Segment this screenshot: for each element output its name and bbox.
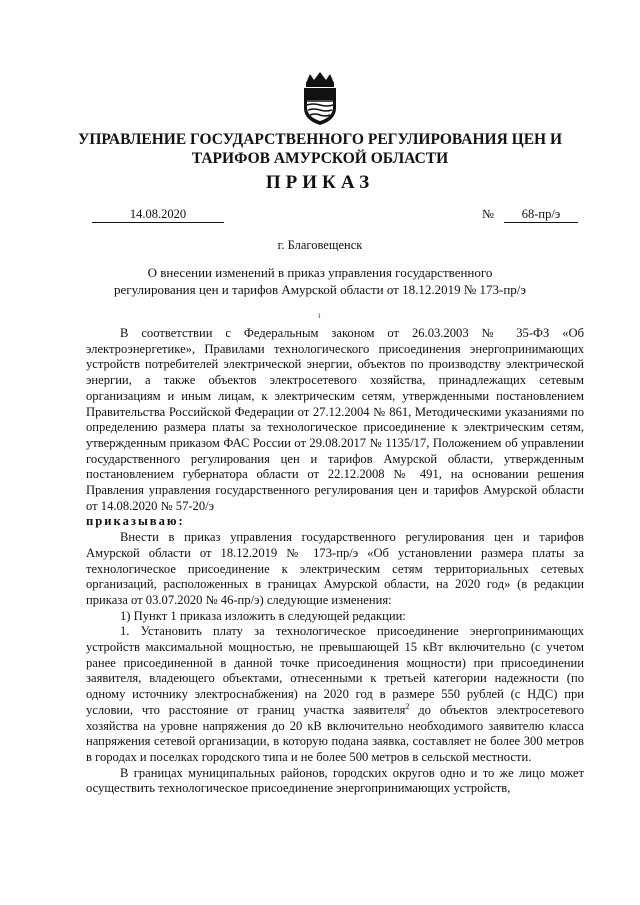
body-paragraph-4: В границах муниципальных районов, городских округов одно и то же лицо может осуществить технологическое присоединение энергопринимающих устройств, [86,765,584,796]
issue-city: г. Благовещенск [277,238,363,252]
amur-oblast-coat-of-arms-icon [297,70,343,126]
order-number: 68-пр/э [504,207,578,223]
authority-title-line1: УПРАВЛЕНИЕ ГОСУДАРСТВЕННОГО РЕГУЛИРОВАНИЯ ЦЕН И [77,131,563,148]
decree-word: приказываю: [86,514,185,529]
order-date: 14.08.2020 [92,207,224,223]
body-paragraph-3-part1: 1. Установить плату за технологическое присоединение энергопринимающих устройств максимальной мощностью, не превышающей 15 кВт включительно (с учетом ранее присоединенной в данной точке присоединения мощности) при присоединении заявителя, владеющего объектами, отнесенными к третьей категории надежности (по одному источнику электроснабжения) на 2020 год в размере 550 рублей (с НДС) при условии, что расстояние от границ участка заявителя [86,624,584,717]
authority-title-line2: ТАРИФОВ АМУРСКОЙ ОБЛАСТИ [191,150,449,167]
body-paragraph-3-part2: до объектов электросетевого хозяйства на уровне напряжения до 20 кВ включительно необходимого заявителю класса напряжения сетевой организации, в которую подана заявка, составляет не более 300 метров в городах и поселках городского типа и не более 500 метров в сельской местности. [86,702,584,764]
preamble-paragraph: В соответствии с Федеральным законом от 26.03.2003 № 35-ФЗ «Об электроэнергетике», Правилами технологического присоединения энергопринимающих устройств потребителей электрической энергии, объектов по производству электрической энергии, а также объектов электросетевого хозяйства, принадлежащих сетевым организациям и иным лицам, к электрическим сетям, утвержденными постановлением Правительства Российской Федерации от 27.12.2004 № 861, Методическими указаниями по определению размера платы за технологическое присоединение к электрическим сетям, утвержденным приказом ФАС России от 29.08.2017 № 1135/17, Положением об управлении государственного регулирования цен и тарифов Амурской области, утвержденным постановлением губернатора области от 22.12.2008 № 491, на основании решения Правления управления государственного регулирования цен и тарифов Амурской области от 14.08.2020 № 57-20/э [86,326,584,513]
order-body [86,326,584,797]
order-subject [100,265,540,298]
scan-mark: ı [318,310,321,320]
authority-title [60,130,580,168]
footnote-reference: 2 [405,701,410,711]
body-paragraph-3 [86,624,584,765]
order-number-sign: № [482,207,494,221]
body-paragraph-2: 1) Пункт 1 приказа изложить в следующей редакции: [120,608,406,623]
body-paragraph-1: Внести в приказ управления государственного регулирования цен и тарифов Амурской области от 18.12.2019 № 173-пр/э «Об установлении размера платы за технологическое присоединение к электрическим сетям территориальных сетевых организаций, расположенных в границах Амурской области, на 2020 год» (в редакции приказа от 03.07.2020 № 46-пр/э) следующие изменения: [86,530,584,607]
order-subject-line2: регулирования цен и тарифов Амурской области от 18.12.2019 № 173-пр/э [114,281,526,297]
order-subject-line1: О внесении изменений в приказ управления государственного [147,265,493,280]
document-type-heading: ПРИКАЗ [265,172,375,193]
